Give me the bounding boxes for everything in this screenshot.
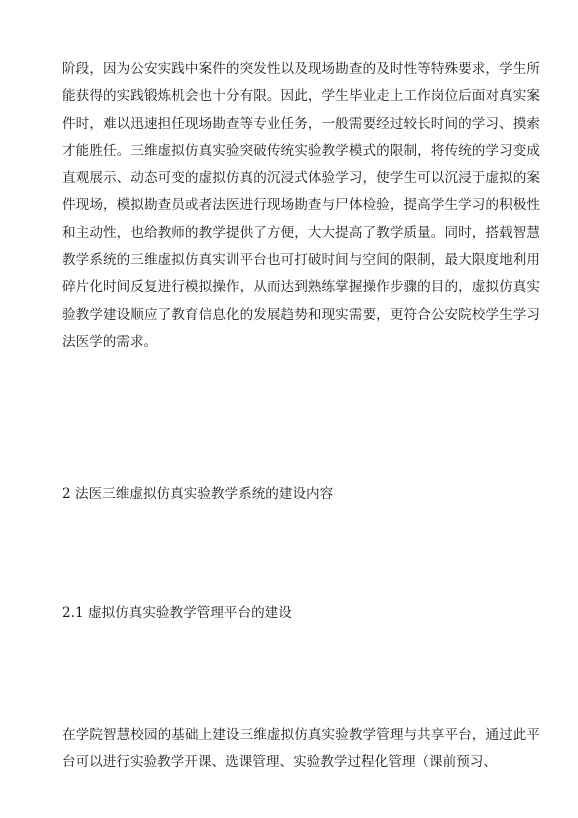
subsection-heading: 2.1 虚拟仿真实验教学管理平台的建设 <box>62 605 292 621</box>
body-paragraph: 阶段，因为公安实践中案件的突发性以及现场勘查的及时性等特殊要求，学生所能获得的实践锻炼机会也十分有限。因此，学生毕业走上工作岗位后面对真实案件时，难以迅速担任现场勘查等专业任务，一般需要经过较长时间的学习、摸索才能胜任。三维虚拟仿真实验突破传统实验教学模式的限制，将传统的学习变成直观展示、动态可变的虚拟仿真的沉浸式体验学习，使学生可以沉浸于虚拟的案件现场，模拟勘查员或者法医进行现场勘查与尸体检验，提高学生学习的积极性和主动性，也给教师的教学提供了方便，大大提高了教学质量。同时，搭载智慧教学系统的三维虚拟仿真实训平台也可打破时间与空间的限制，最大限度地利用碎片化时间反复进行模拟操作，从而达到熟练掌握操作步骤的目的，虚拟仿真实验教学建设顺应了教育信息化的发展趋势和现实需要，更符合公安院校学生学习法医学的需求。 <box>62 61 540 350</box>
body-paragraph: 在学院智慧校园的基础上建设三维虚拟仿真实验教学管理与共享平台，通过此平台可以进行实验教学开课、选课管理、实验教学过程化管理（课前预习、 <box>62 727 540 771</box>
section-heading: 2 法医三维虚拟仿真实验教学系统的建设内容 <box>62 486 334 502</box>
